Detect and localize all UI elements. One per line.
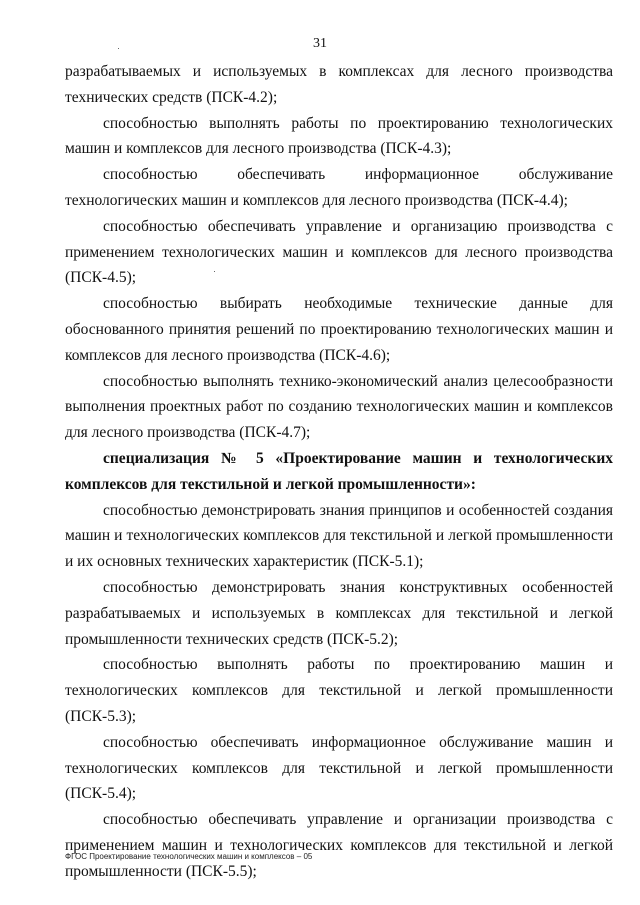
scan-speck <box>118 48 119 49</box>
paragraph-psk-4-5: способностью обеспечивать управление и организацию производства с применением технологических машин и комплексов для лесного производства (ПСК-4.5); <box>65 217 613 287</box>
paragraph-psk-4-2-continuation: разрабатываемых и используемых в комплексах для лесного производства технических средств (ПСК-4.2); <box>65 63 613 106</box>
scan-speck <box>214 271 215 272</box>
document-body <box>65 59 613 885</box>
paragraph-psk-5-4: способностью обеспечивать информационное обслуживание машин и технологических комплексов для текстильной и легкой промышленности (ПСК-5.4); <box>65 733 613 803</box>
paragraph-psk-5-5: способностью обеспечивать управление и организации производства с применением машин и технологических комплексов для текстильной и легкой промышленности (ПСК-5.5); <box>65 811 613 880</box>
paragraph-psk-4-6: способностью выбирать необходимые технические данные для обоснованного принятия решений по проектированию технологических машин и комплексов для лесного производства (ПСК-4.6); <box>65 295 613 364</box>
page-footer: ФГОС Проектирование технологических машин и комплексов – 05 <box>65 852 313 861</box>
paragraph-psk-4-3: способностью выполнять работы по проектированию технологических машин и комплексов для лесного производства (ПСК-4.3); <box>65 114 613 158</box>
paragraph-psk-4-7: способностью выполнять технико-экономический анализ целесообразности выполнения проектных работ по созданию технологических машин и комплексов для лесного производства (ПСК-4.7); <box>65 372 613 442</box>
paragraph-psk-5-3: способностью выполнять работы по проектированию машин и технологических комплексов для текстильной и легкой промышленности (ПСК-5.3); <box>65 656 613 725</box>
page-number: 31 <box>313 36 327 51</box>
paragraph-psk-5-1: способностью демонстрировать знания принципов и особенностей создания машин и технологических комплексов для текстильной и легкой промышленности и их основных технических характеристик (ПСК-5.1); <box>65 501 613 571</box>
paragraph-psk-4-4: способностью обеспечивать информационное обслуживание технологических машин и комплексов для лесного производства (ПСК-4.4); <box>65 166 613 209</box>
paragraph-psk-5-2: способностью демонстрировать знания конструктивных особенностей разрабатываемых и используемых в комплексах для текстильной и легкой промышленности технических средств (ПСК-5.2); <box>65 578 613 648</box>
specialization-5-heading: специализация № 5 «Проектирование машин и технологических комплексов для текстильной и легкой промышленности»: <box>65 449 613 493</box>
